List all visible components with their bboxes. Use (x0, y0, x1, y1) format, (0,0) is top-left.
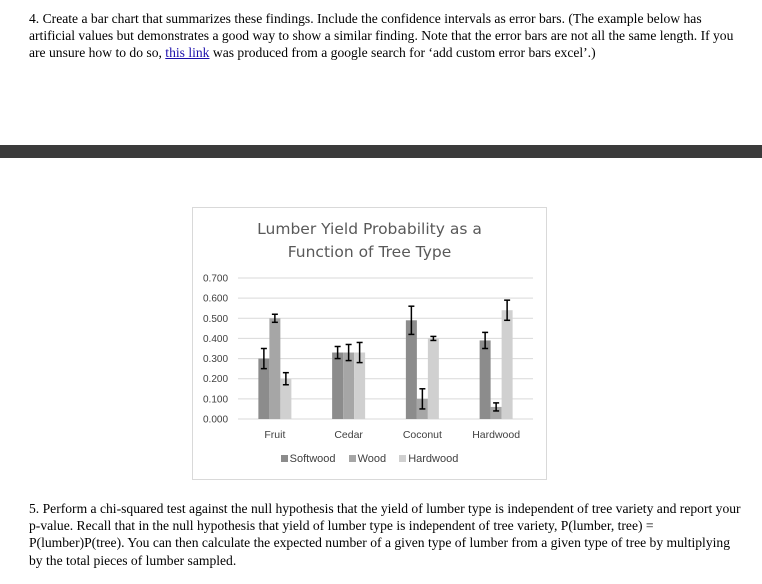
y-tick-label: 0.500 (203, 313, 229, 325)
legend-item-softwood (281, 453, 336, 465)
question-5-text: 5. Perform a chi-squared test against the null hypothesis that the yield of lumber type is independent of tree variety and report your p-value. Recall that in the null hypothesis that yield of lumber type is independent of tree variety, P(lumber, tree) = P(lumber)P(tree). You can then calculate the expected number of a given type of lumber from a given type of tree by multiplying by the total pieces of lumber sampled. (29, 501, 741, 568)
chart-plot-area (193, 208, 546, 479)
y-tick-label: 0.000 (203, 414, 229, 426)
chart-title-line-1: Lumber Yield Probability as a (257, 220, 482, 238)
legend-label-softwood: Softwood (289, 453, 336, 465)
y-tick-label: 0.400 (203, 333, 229, 345)
x-category-label: Coconut (402, 429, 442, 441)
bar-softwood (332, 353, 343, 419)
bar-hardwood (428, 338, 439, 419)
bar-softwood (480, 340, 491, 419)
bar-chart (192, 207, 547, 480)
x-category-label: Cedar (334, 429, 363, 441)
y-tick-label: 0.200 (203, 374, 229, 386)
bar-wood (269, 318, 280, 419)
bar-wood (343, 353, 354, 419)
this-link[interactable]: this link (165, 45, 210, 61)
x-category-label: Hardwood (472, 429, 521, 441)
legend-swatch-hardwood (399, 455, 406, 462)
y-tick-label: 0.700 (203, 273, 229, 285)
question-4-text-after-link: was produced from a google search for ‘add custom error bars excel’.) (209, 45, 596, 61)
divider-bar (0, 145, 762, 158)
legend-swatch-softwood (281, 455, 288, 462)
bar-hardwood (502, 310, 513, 419)
y-tick-label: 0.100 (203, 394, 229, 406)
legend-label-hardwood: Hardwood (408, 453, 459, 465)
legend-swatch-wood (349, 455, 356, 462)
x-category-label: Fruit (264, 429, 286, 441)
legend-item-hardwood (399, 453, 458, 465)
legend-label-wood: Wood (357, 453, 387, 465)
y-tick-label: 0.300 (203, 354, 229, 366)
question-4-text (29, 10, 741, 62)
chart-title-line-2: Function of Tree Type (287, 243, 452, 261)
y-tick-label: 0.600 (203, 293, 229, 305)
legend-item-wood (349, 453, 387, 465)
question-4-text-before-link: 4. Create a bar chart that summarizes these findings. Include the confidence intervals as error bars. (The example below has artificial values but demonstrates a good way to show a similar finding. Note that the error bars are not all the same length. If you are unsure how to do so, (29, 11, 734, 61)
chart-legend (193, 453, 546, 465)
